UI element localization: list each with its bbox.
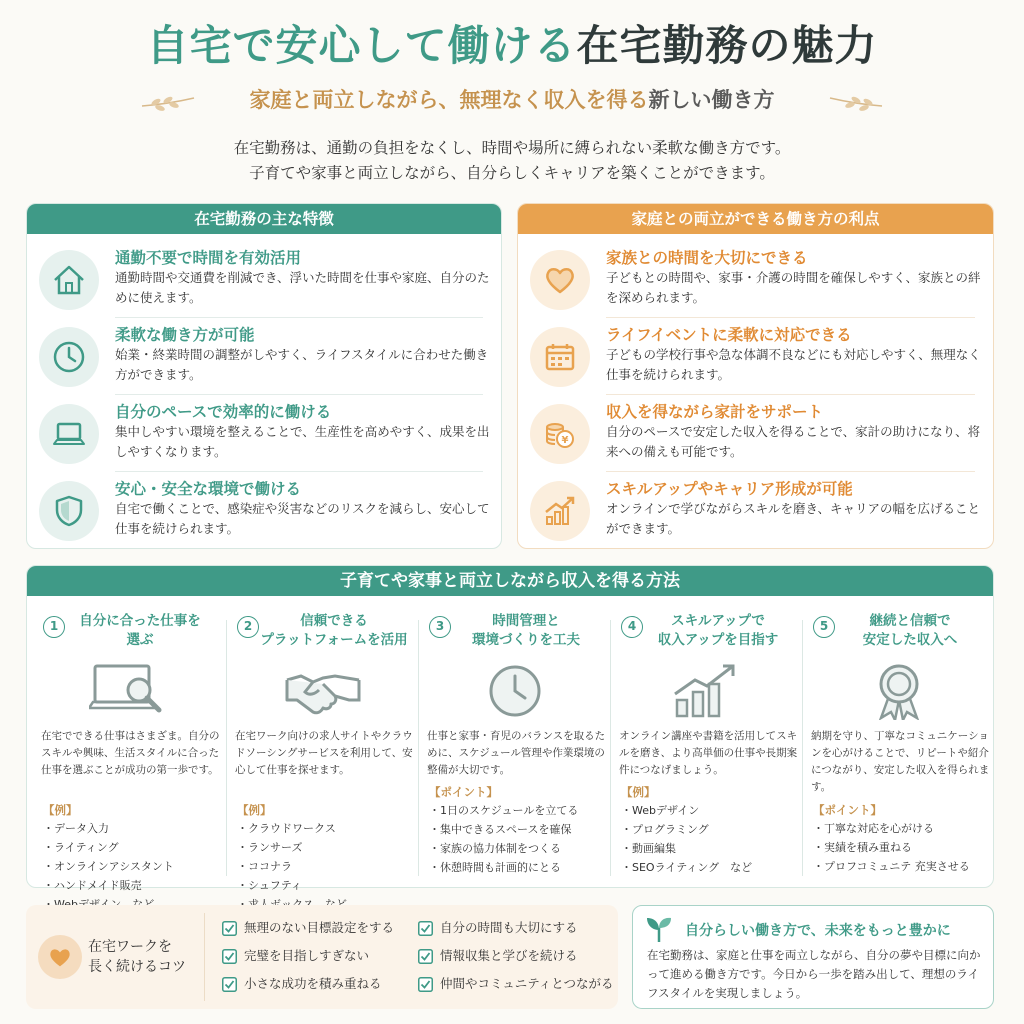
tip-text: 完璧を目指しすぎない — [244, 948, 370, 963]
feature-icon-bg — [39, 481, 99, 541]
step-list — [621, 801, 752, 877]
tips-title — [88, 937, 186, 977]
tip-text: 仲間やコミュニティとつながる — [440, 976, 614, 991]
list-item: ・ プロフコミュニテ 充実させる — [813, 857, 970, 876]
step-title-line-2: 選ぶ — [126, 632, 154, 648]
step-list — [237, 819, 347, 914]
step-list-title: 【ポイント】 — [813, 803, 882, 817]
benefit-desc: 自分のペースで安定した収入を得ることで、家計の助けになり、将来への備えも可能です。 — [606, 424, 981, 459]
sprout-icon — [645, 916, 673, 942]
tips-panel — [26, 905, 618, 1009]
feature-icon-bg — [39, 250, 99, 310]
step-list-title: 【例】 — [621, 785, 656, 799]
step-title — [61, 612, 219, 650]
feature-desc: 始業・終業時間の調整がしやすく、ライフスタイルに合わせた働き方ができます。 — [115, 347, 489, 382]
award-ribbon-icon — [859, 662, 939, 720]
divider — [115, 394, 483, 395]
tip-item — [418, 945, 578, 967]
feature-desc: 集中しやすい環境を整えることで、生産性を高めやすく、成果を出しやすくなります。 — [115, 424, 490, 459]
list-item: ・ 集中できるスペースを確保 — [429, 820, 578, 839]
checkbox-check-icon — [418, 921, 433, 936]
benefit-title: 家族との時間を大切にできる — [606, 249, 808, 267]
step-list — [43, 819, 174, 914]
list-item: ・ シュフティ — [237, 876, 347, 895]
shield-icon — [51, 493, 87, 529]
column-divider — [802, 620, 803, 876]
method-step-5 — [805, 612, 993, 882]
benefit-icon-bg — [530, 481, 590, 541]
feature-item — [27, 321, 501, 397]
step-title — [639, 612, 797, 650]
list-item: ・ 動画編集 — [621, 839, 752, 858]
step-list-title: 【例】 — [43, 803, 78, 817]
tip-item — [222, 945, 369, 967]
page-subtitle — [0, 84, 1024, 116]
page-title — [0, 18, 1024, 74]
checkbox-check-icon — [418, 949, 433, 964]
step-list-title: 【例】 — [237, 803, 272, 817]
feature-desc: 自宅で働くことで、感染症や災害などのリスクを減らし、安心して仕事を続けられます。 — [115, 501, 490, 536]
benefit-item — [518, 398, 993, 474]
step-desc: 在宅ワーク向けの求人サイトやクラウドソーシングサービスを利用して、安心して仕事を探せます。 — [235, 730, 413, 776]
step-number: 4 — [621, 616, 643, 638]
features-panel-title: 在宅勤務の主な特徴 — [27, 204, 501, 234]
column-divider — [226, 620, 227, 876]
checkbox-check-icon — [222, 921, 237, 936]
step-desc: オンライン講座や書籍を活用してスキルを磨き、より高単価の仕事や長期案件につなげましょう。 — [619, 730, 798, 776]
laptop-search-icon — [89, 662, 169, 720]
list-item: ・ ランサーズ — [237, 838, 347, 857]
divider — [606, 317, 975, 318]
benefit-title: ライフイベントに柔軟に対応できる — [606, 326, 852, 344]
tip-item — [418, 973, 614, 995]
checkbox-check-icon — [418, 977, 433, 992]
benefit-desc: 子どもの学校行事や急な体調不良などにも対応しやすく、無理なく仕事を続けられます。 — [606, 347, 981, 382]
list-item: ・ 実績を積み重ねる — [813, 838, 970, 857]
step-title-line-2: プラットフォームを活用 — [260, 632, 408, 648]
list-item: ・ Webデザイン — [621, 801, 752, 820]
list-item: ・ ライティング — [43, 838, 174, 857]
divider — [606, 394, 975, 395]
intro-line-2: 子育てや家事と両立しながら、自分らしくキャリアを築くことができます。 — [249, 164, 775, 182]
heart-icon — [48, 946, 72, 968]
benefit-title: 収入を得ながら家計をサポート — [606, 403, 824, 421]
subtitle-part-2: 新しい働き方 — [648, 88, 775, 112]
coins-icon — [542, 416, 578, 452]
growth-chart-icon — [542, 493, 578, 529]
growth-chart-icon — [667, 662, 747, 720]
list-item: ・ ココナラ — [237, 857, 347, 876]
tip-item — [418, 917, 578, 939]
list-item: ・ プログラミング — [621, 820, 752, 839]
step-title-line-2: 収入アップを目指す — [657, 632, 779, 648]
step-title-line-1: スキルアップで — [671, 613, 765, 629]
subtitle-part-1: 家庭と両立しながら、無理なく収入を得る — [249, 88, 649, 112]
benefits-panel — [517, 203, 994, 549]
step-title — [255, 612, 413, 650]
step-desc: 仕事と家事・育児のバランスを取るために、スケジュール管理や作業環境の整備が大切です。 — [427, 730, 606, 776]
intro-line-1: 在宅勤務は、通勤の負担をなくし、時間や場所に縛られない柔軟な働き方です。 — [233, 139, 791, 157]
step-title-line-1: 自分に合った仕事を — [79, 613, 201, 629]
list-item: ・ クラウドワークス — [237, 819, 347, 838]
method-step-3 — [421, 612, 609, 882]
method-step-1 — [35, 612, 223, 892]
list-item: ・ 家族の協力体制をつくる — [429, 839, 578, 858]
benefit-icon-bg — [530, 250, 590, 310]
feature-desc: 通勤時間や交通費を削減でき、浮いた時間を仕事や家庭、自分のために使えます。 — [115, 270, 490, 305]
divider — [115, 471, 483, 472]
closing-text: 在宅勤務は、家庭と仕事を両立しながら、自分の夢や目標に向かって進める働き方です。今日から一歩を踏み出して、理想のライフスタイルを実現しましょう。 — [647, 948, 981, 1000]
clock-icon — [475, 662, 555, 720]
benefit-title: スキルアップやキャリア形成が可能 — [606, 480, 853, 498]
heart-icon — [542, 262, 578, 298]
feature-icon-bg — [39, 327, 99, 387]
tip-text: 小さな成功を積み重ねる — [244, 976, 382, 991]
list-item: ・ ハンドメイド販売 — [43, 876, 174, 895]
benefit-desc: 子どもとの時間や、家事・介護の時間を確保しやすく、家族との絆を深められます。 — [606, 270, 981, 305]
benefit-item — [518, 475, 993, 551]
svg-text:¥: ¥ — [561, 435, 569, 446]
feature-item — [27, 398, 501, 474]
benefit-item — [518, 321, 993, 397]
method-step-2 — [229, 612, 417, 892]
feature-title: 通勤不要で時間を有効活用 — [115, 249, 302, 267]
tips-icon-bg — [38, 935, 82, 979]
step-list — [813, 819, 970, 876]
step-title — [447, 612, 605, 650]
feature-item — [27, 244, 501, 320]
feature-item — [27, 475, 501, 551]
step-number: 2 — [237, 616, 259, 638]
tip-text: 自分の時間も大切にする — [440, 920, 578, 935]
step-desc: 納期を守り、丁寧なコミュニケーションを心がけることで、リピートや紹介につながり、安定した収入を得られます。 — [811, 730, 990, 793]
step-title — [831, 612, 989, 650]
feature-title: 安心・安全な環境で働ける — [115, 480, 302, 498]
step-title-line-1: 信頼できる — [300, 613, 368, 629]
list-item: ・ SEOライティング など — [621, 858, 752, 877]
features-panel — [26, 203, 502, 549]
methods-panel — [26, 565, 994, 892]
benefit-icon-bg — [530, 327, 590, 387]
closing-panel — [632, 905, 994, 1009]
tips-title-line-2: 長く続けるコツ — [88, 959, 186, 975]
house-icon — [51, 262, 87, 298]
handshake-icon — [283, 662, 363, 720]
list-item: ・ 丁寧な対応を心がける — [813, 819, 970, 838]
step-title-line-2: 環境づくりを工夫 — [472, 632, 580, 648]
divider — [115, 317, 483, 318]
method-step-4 — [613, 612, 801, 882]
benefits-panel-title: 家庭との両立ができる働き方の利点 — [518, 204, 993, 234]
calendar-icon — [542, 339, 578, 375]
step-title-line-1: 継続と信頼で — [869, 613, 951, 629]
tips-title-line-1: 在宅ワークを — [88, 939, 172, 955]
step-desc: 在宅でできる仕事はさまざま。自分のスキルや興味、生活スタイルに合った仕事を選ぶことが成功の第一歩です。 — [41, 730, 220, 776]
column-divider — [418, 620, 419, 876]
divider — [606, 471, 975, 472]
checkbox-check-icon — [222, 977, 237, 992]
step-number: 3 — [429, 616, 451, 638]
tip-item — [222, 917, 394, 939]
list-item: ・ 1日のスケジュールを立てる — [429, 801, 578, 820]
step-title-line-1: 時間管理と — [492, 613, 560, 629]
step-list — [429, 801, 578, 877]
benefit-item — [518, 244, 993, 320]
benefit-icon-bg — [530, 404, 590, 464]
list-item: ・ オンラインアシスタント — [43, 857, 174, 876]
methods-panel-title: 子育てや家事と両立しながら収入を得る方法 — [27, 566, 993, 596]
list-item: ・ データ入力 — [43, 819, 174, 838]
step-list-title: 【ポイント】 — [429, 785, 498, 799]
feature-title: 自分のペースで効率的に働ける — [115, 403, 332, 421]
tip-item — [222, 973, 382, 995]
closing-title: 自分らしい働き方で、未来をもっと豊かに — [685, 923, 951, 939]
tip-text: 情報収集と学びを続ける — [440, 948, 578, 963]
clock-icon — [51, 339, 87, 375]
title-part-1: 自宅で安心して働ける — [146, 21, 577, 70]
laptop-icon — [51, 416, 87, 452]
tip-text: 無理のない目標設定をする — [244, 920, 395, 935]
feature-title: 柔軟な働き方が可能 — [115, 326, 255, 344]
step-title-line-2: 安定した収入へ — [862, 632, 958, 648]
title-part-2: 在宅勤務の魅力 — [576, 21, 878, 70]
list-item: ・ 休憩時間も計画的にとる — [429, 858, 578, 877]
benefit-desc: オンラインで学びながらスキルを磨き、キャリアの幅を広げることができます。 — [606, 501, 981, 536]
column-divider — [610, 620, 611, 876]
divider — [204, 913, 205, 1001]
intro-text — [0, 136, 1024, 186]
feature-icon-bg — [39, 404, 99, 464]
step-number: 5 — [813, 616, 835, 638]
step-number: 1 — [43, 616, 65, 638]
checkbox-check-icon — [222, 949, 237, 964]
